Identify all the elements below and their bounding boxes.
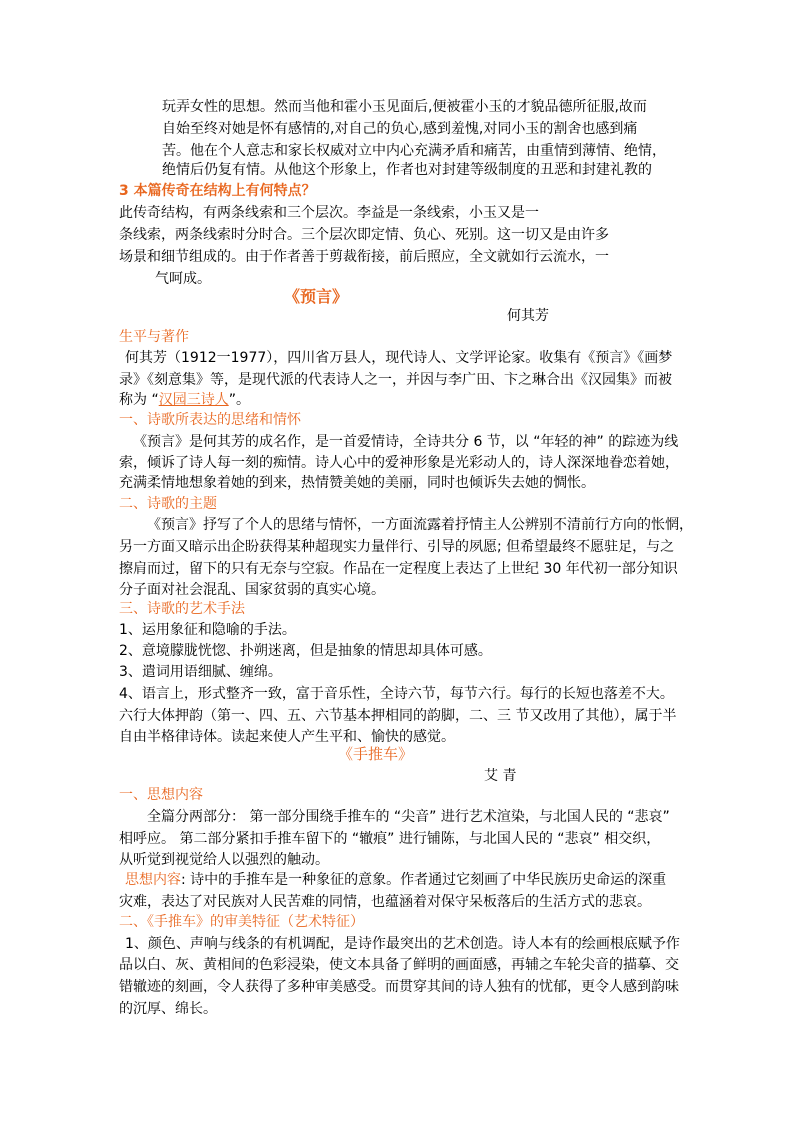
- list-item: 六行大体押韵（第一、四、五、六节基本押相同的韵脚，二、三 节又改用了其他），属于半: [119, 708, 677, 724]
- paragraph-line: 从听觉到视觉给人以强烈的触动。: [119, 852, 329, 868]
- idea-label: 思想内容: [125, 872, 181, 888]
- poem-title-tuiche: 《手推车》: [338, 745, 414, 763]
- section-heading: 二、《手推车》的审美特征（艺术特征）: [119, 914, 364, 930]
- paragraph-line: 此传奇结构，有两条线索和三个层次。李益是一条线索，小玉又是一: [119, 205, 539, 221]
- author-name: 何其芳: [507, 308, 549, 324]
- paragraph-line: 另一方面又暗示出企盼获得某种超现实力量伴行、引导的夙愿; 但希望最终不愿驻足，与之: [119, 539, 675, 555]
- section-heading: 三、诗歌的艺术手法: [119, 601, 245, 617]
- paragraph-line: 录》《刻意集》等，是现代派的代表诗人之一，并因与李广田、卞之琳合出《汉园集》而被: [119, 372, 672, 388]
- section-heading-q3: 3 本篇传奇在结构上有何特点？: [119, 183, 316, 199]
- text-fragment: : 诗中的手推车是一种象征的意象。作者通过它刻画了中华民族历史命运的深重: [181, 872, 667, 888]
- paragraph-line: 绝情后仍复有情。从他这个形象上，作者也对封建等级制度的丑恶和封建礼教的: [162, 162, 652, 178]
- paragraph-line: 错辙迹的刻画，令人获得了多种审美感受。而贯穿其间的诗人独有的忧郁，更令人感到韵味: [119, 979, 679, 995]
- text-fragment: ”。: [228, 392, 250, 408]
- section-heading: 二、诗歌的主题: [119, 496, 217, 512]
- paragraph-line: 苦。他在个人意志和家长权威对立中内心充满矛盾和痛苦，由重情到薄情、绝情，: [162, 143, 666, 159]
- paragraph-line: 玩弄女性的思想。然而当他和霍小玉见面后,便被霍小玉的才貌品德所征服,故而: [162, 99, 647, 115]
- paragraph-line: 场景和细节组成的。由于作者善于剪裁衔接，前后照应，全文就如行云流水，一: [119, 249, 609, 265]
- paragraph-line: 擦肩而过，留下的只有无奈与空寂。作品在一定程度上表达了上世纪 30 年代初一部分知识: [119, 561, 678, 577]
- list-item: 自由半格律诗体。读起来使人产生平和、愉快的感觉。: [119, 729, 455, 745]
- paragraph-line: 《预言》抒写了个人的思绪与情怀，一方面流露着抒情主人公辨别不清前行方向的怅惘，: [147, 517, 693, 533]
- paragraph-line: 条线索，两条线索时分时合。三个层次即定情、负心、死别。这一切又是由许多: [119, 227, 609, 243]
- list-item: 4、语言上，形式整齐一致，富于音乐性，全诗六节，每节六行。每行的长短也落差不大。: [119, 686, 674, 702]
- list-item: 3、遣词用语细腻、缠绵。: [119, 664, 282, 680]
- paragraph-line: 何其芳（1912一1977），四川省万县人，现代诗人、文学评论家。收集有《预言》《画梦: [125, 350, 673, 366]
- paragraph-line: 全篇分两部分： 第一部分围绕手推车的 “尖音” 进行艺术渲染，与北国人民的 “悲哀”: [147, 809, 670, 825]
- section-heading-life: 生平与著作: [119, 329, 189, 345]
- paragraph-line: 相呼应。 第二部分紧扣手推车留下的 “辙痕” 进行铺陈，与北国人民的 “悲哀” 相交织，: [119, 831, 661, 847]
- paragraph-line: 灾难，表达了对民族对人民苦难的同情，也蕴涵着对保守呆板落后的生活方式的悲哀。: [119, 894, 651, 910]
- hanyuan-poets-link[interactable]: 汉园三诗人: [158, 392, 229, 408]
- text-fragment: 称为 “: [119, 392, 159, 408]
- paragraph-line: [119, 869, 666, 891]
- list-item: 1、运用象征和隐喻的手法。: [119, 622, 296, 638]
- list-item: 2、意境朦胧恍惚、扑朔迷离，但是抽象的情思却具体可感。: [119, 643, 492, 659]
- paragraph-line: 《预言》是何其芳的成名作，是一首爱情诗，全诗共分 6 节，以 “年轻的神” 的踪迹为线: [133, 434, 679, 450]
- section-heading: 一、诗歌所表达的思绪和情怀: [119, 412, 301, 428]
- paragraph-line: [119, 389, 250, 411]
- paragraph-line: 自始至终对她是怀有感情的,对自己的负心,感到羞愧,对同小玉的割舍也感到痛: [162, 121, 638, 137]
- paragraph-line: 充满柔情地想象着她的到来，热情赞美她的美丽，同时也倾诉失去她的惆怅。: [119, 475, 595, 491]
- paragraph-line: 分子面对社会混乱、国家贫弱的真实心境。: [119, 582, 385, 598]
- section-heading: 一、思想内容: [119, 787, 203, 803]
- paragraph-line: 气呵成。: [155, 271, 211, 287]
- paragraph-line: 索，倾诉了诗人每一刻的痴情。诗人心中的爱神形象是光彩动人的，诗人深深地眷恋着她，: [119, 455, 679, 471]
- author-name: 艾 青: [484, 768, 517, 784]
- paragraph-line: 的沉厚、绵长。: [119, 1001, 217, 1017]
- poem-title-yuyan: 《预言》: [284, 287, 349, 306]
- paragraph-line: 品以白、灰、黄相间的色彩浸染，使文本具备了鲜明的画面感，再辅之车轮尖音的描摹、交: [119, 957, 679, 973]
- paragraph-line: 1、颜色、声响与线条的有机调配，是诗作最突出的艺术创造。诗人本有的绘画根底赋予作: [125, 936, 680, 952]
